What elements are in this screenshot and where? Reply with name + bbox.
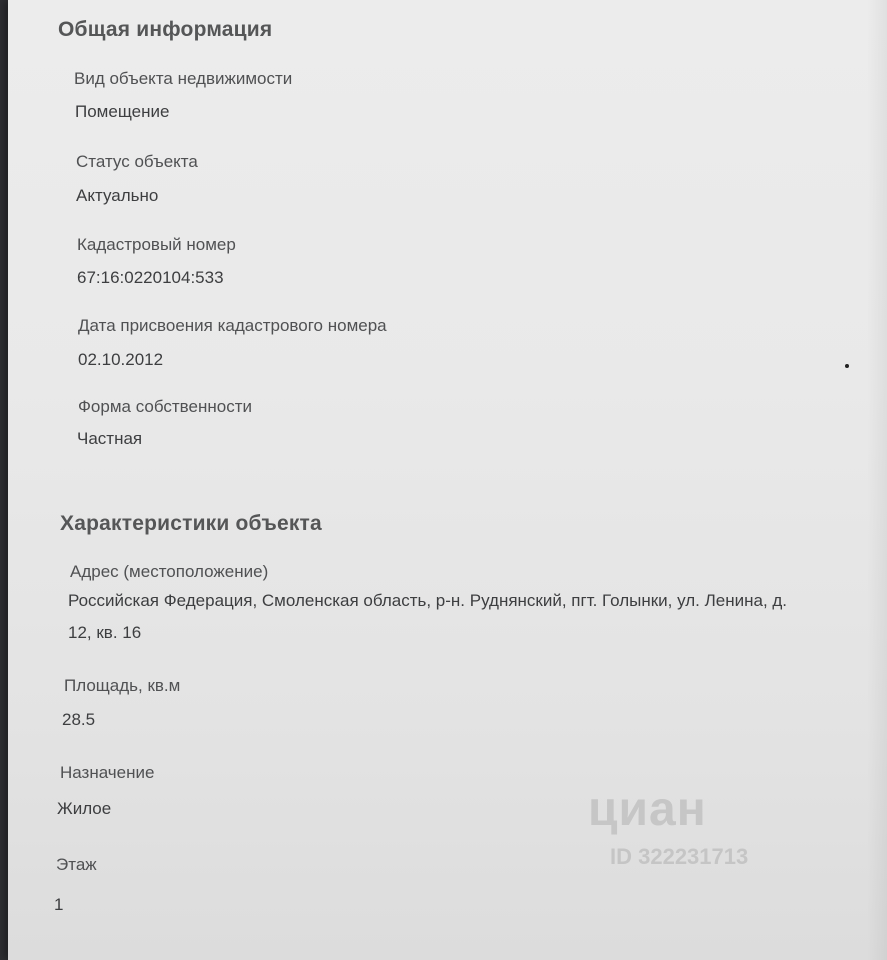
field-value-object-type: Помещение bbox=[75, 102, 170, 121]
field-label-object-status: Статус объекта bbox=[76, 152, 198, 171]
watermark-id: ID 322231713 bbox=[610, 844, 749, 869]
field-value-cadastral-number: 67:16:0220104:533 bbox=[77, 268, 224, 287]
document-page bbox=[8, 0, 887, 960]
field-label-ownership-form: Форма собственности bbox=[78, 397, 252, 416]
field-label-object-type: Вид объекта недвижимости bbox=[74, 69, 293, 88]
field-value-object-status: Актуально bbox=[76, 186, 159, 205]
field-label-floor: Этаж bbox=[56, 855, 97, 874]
field-value-ownership-form: Частная bbox=[77, 429, 143, 448]
field-value-purpose: Жилое bbox=[57, 799, 112, 818]
field-label-purpose: Назначение bbox=[60, 763, 155, 782]
field-label-address: Адрес (местоположение) bbox=[70, 562, 269, 581]
watermark-logo: циан bbox=[588, 783, 707, 836]
ink-speck bbox=[845, 364, 849, 368]
section-title-characteristics: Характеристики объекта bbox=[60, 512, 322, 535]
section-title-general: Общая информация bbox=[58, 18, 273, 41]
field-label-area: Площадь, кв.м bbox=[64, 676, 181, 695]
field-value-cadastral-date: 02.10.2012 bbox=[78, 350, 164, 369]
field-label-cadastral-date: Дата присвоения кадастрового номера bbox=[78, 316, 387, 335]
field-value-area: 28.5 bbox=[62, 710, 96, 729]
field-value-address-line1: Российская Федерация, Смоленская область, р-н. Руднянский, пгт. Голынки, ул. Ленина, д. bbox=[68, 591, 788, 610]
field-value-address-line2: 12, кв. 16 bbox=[68, 623, 142, 642]
field-label-cadastral-number: Кадастровый номер bbox=[77, 235, 236, 254]
field-value-floor: 1 bbox=[54, 895, 64, 914]
